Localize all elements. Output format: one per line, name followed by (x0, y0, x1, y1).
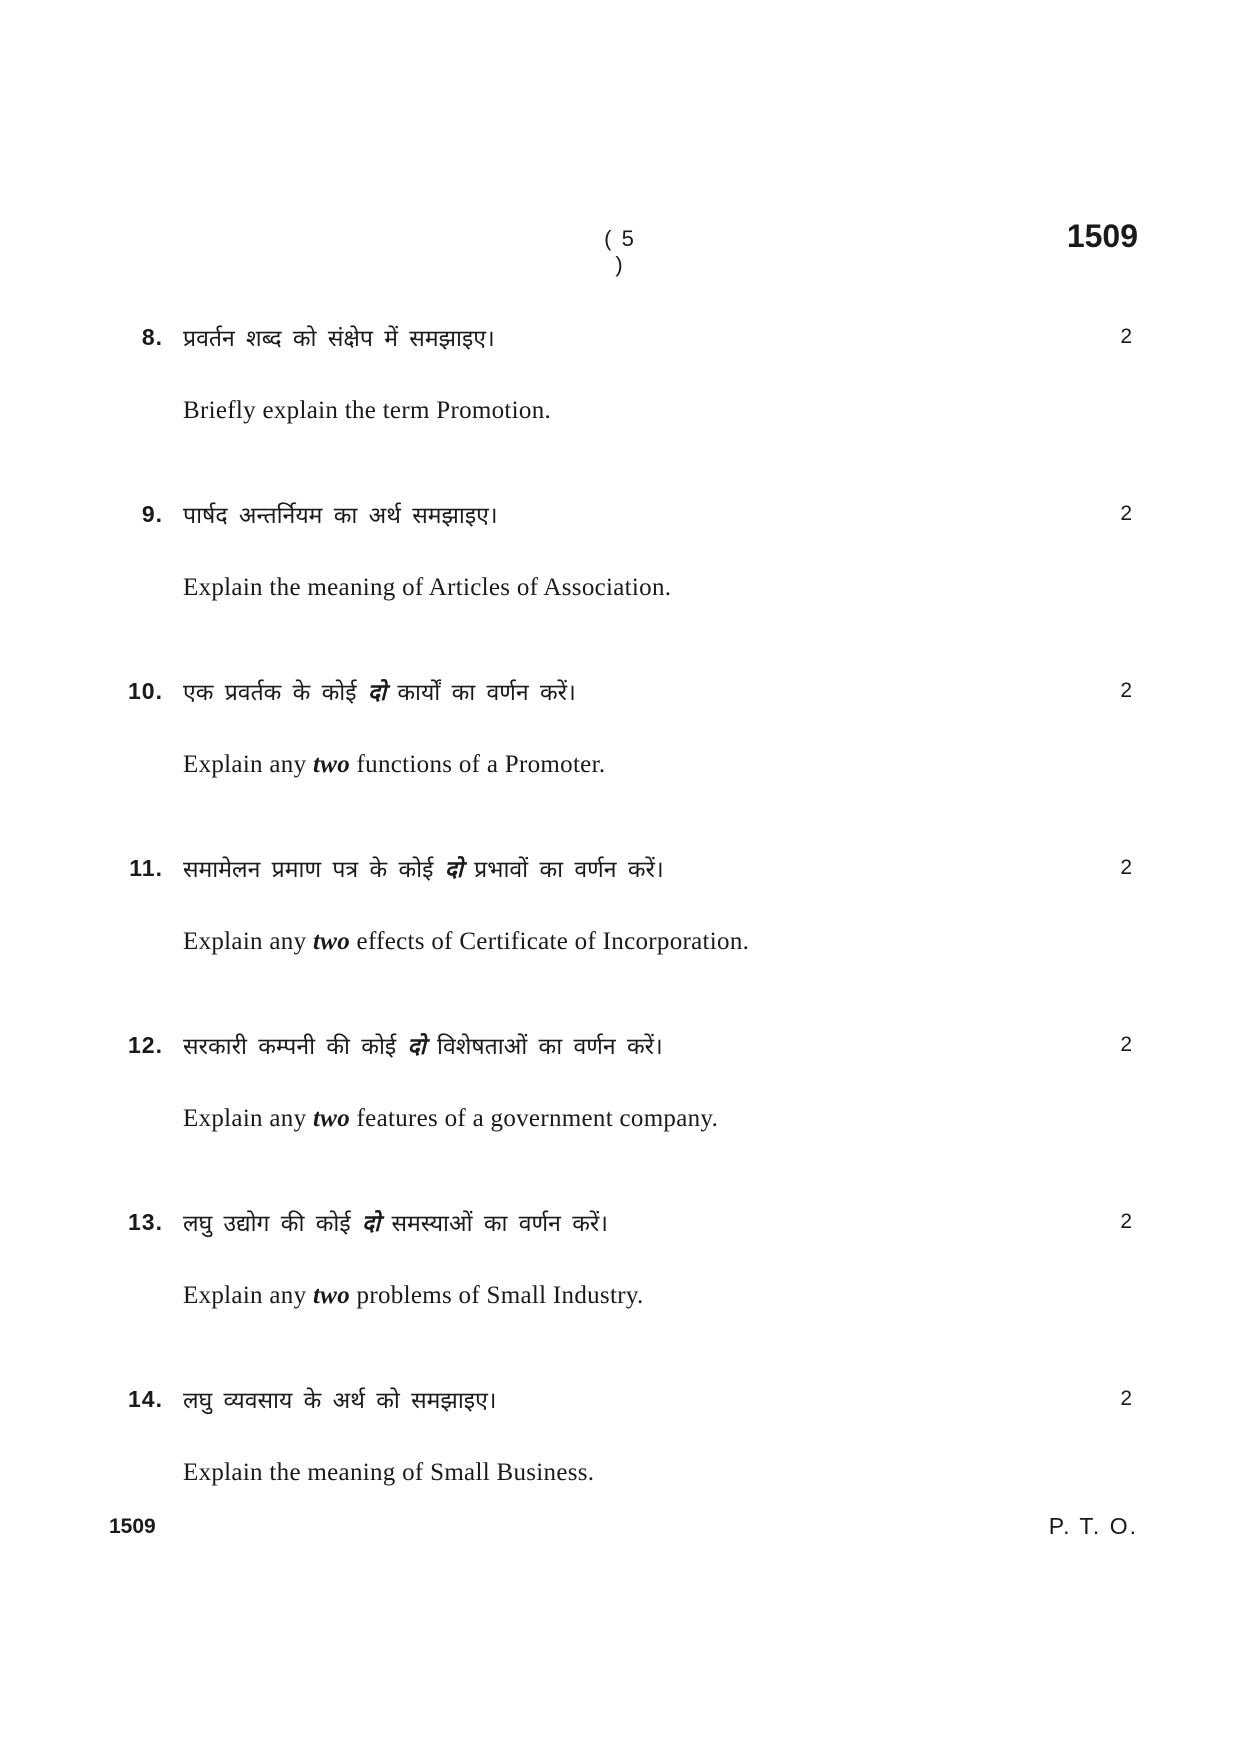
question-8 (0, 324, 1240, 474)
page-number: ( 5 ) (604, 226, 636, 277)
question-marks: 2 (1120, 1033, 1132, 1056)
question-text-hindi: लघु उद्योग की कोई दो समस्याओं का वर्णन करें। (183, 1211, 609, 1237)
question-9 (0, 501, 1240, 651)
question-marks: 2 (1120, 502, 1132, 525)
question-12 (0, 1032, 1240, 1182)
question-text-english: Briefly explain the term Promotion. (183, 397, 552, 424)
question-text-english: Explain any two problems of Small Industry. (183, 1282, 644, 1309)
question-text-hindi: लघु व्यवसाय के अर्थ को समझाइए। (183, 1388, 497, 1414)
question-text-hindi: प्रवर्तन शब्द को संक्षेप में समझाइए। (183, 326, 495, 352)
question-10 (0, 678, 1240, 828)
question-number: 10. (128, 678, 163, 704)
question-number: 8. (141, 324, 163, 350)
question-number: 13. (128, 1209, 163, 1235)
question-marks: 2 (1120, 679, 1132, 702)
question-number: 11. (129, 855, 163, 881)
question-text-english: Explain the meaning of Small Business. (183, 1459, 595, 1486)
question-text-hindi: सरकारी कम्पनी की कोई दो विशेषताओं का वर्णन करें। (183, 1034, 663, 1060)
paper-code-footer: 1509 (109, 1515, 156, 1538)
question-text-hindi: समामेलन प्रमाण पत्र के कोई दो प्रभावों का वर्णन करें। (183, 857, 664, 883)
question-marks: 2 (1120, 325, 1132, 348)
question-marks: 2 (1120, 856, 1132, 879)
question-number: 9. (141, 501, 163, 527)
question-marks: 2 (1120, 1387, 1132, 1410)
question-text-english: Explain the meaning of Articles of Association. (183, 574, 672, 601)
question-11 (0, 855, 1240, 1005)
question-text-english: Explain any two effects of Certificate of Incorporation. (183, 928, 750, 955)
question-text-english: Explain any two functions of a Promoter. (183, 751, 606, 778)
question-text-hindi: पार्षद अन्तर्नियम का अर्थ समझाइए। (183, 503, 498, 529)
question-number: 14. (128, 1386, 163, 1412)
question-13 (0, 1209, 1240, 1359)
paper-code-header: 1509 (1066, 218, 1138, 254)
pto-label: P. T. O. (1048, 1513, 1138, 1539)
question-text-hindi: एक प्रवर्तक के कोई दो कार्यों का वर्णन करें। (183, 680, 576, 706)
question-marks: 2 (1120, 1210, 1132, 1233)
question-number: 12. (128, 1032, 163, 1058)
question-text-english: Explain any two features of a government company. (183, 1105, 719, 1132)
